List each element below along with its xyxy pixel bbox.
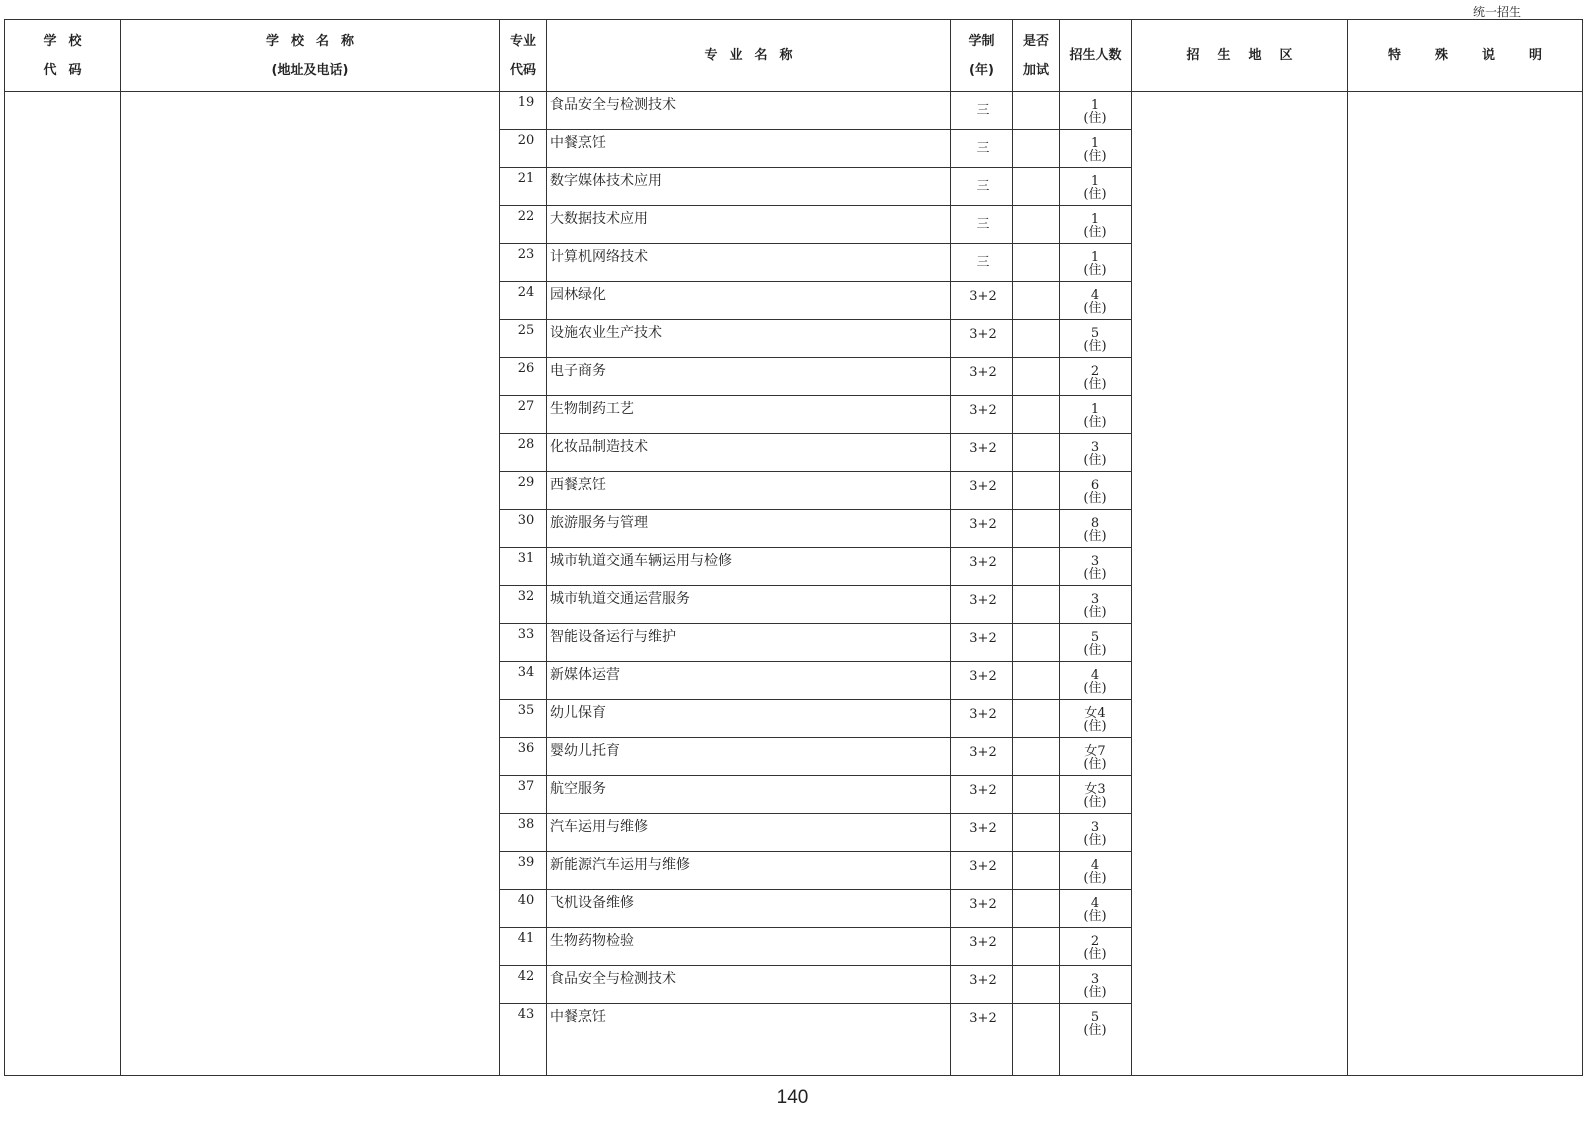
quota-cell [1059, 935, 1131, 961]
duration-cell: 3+2 [969, 707, 997, 722]
quota-note: (住) [1083, 187, 1107, 202]
quota-note: (住) [1083, 339, 1107, 354]
quota-note: (住) [1083, 947, 1107, 962]
quota-value: 1 [1090, 174, 1100, 189]
duration-cell: 三 [976, 255, 990, 270]
quota-note: (住) [1083, 605, 1107, 620]
major-code-cell: 25 [517, 323, 535, 338]
major-name-cell: 新能源汽车运用与维修 [550, 857, 690, 873]
major-code-cell: 34 [517, 665, 535, 680]
quota-cell [1059, 441, 1131, 467]
header-school-name: 学校名称 (地址及电话) [265, 33, 366, 78]
major-code-cell: 30 [517, 513, 535, 528]
quota-note: (住) [1083, 111, 1107, 126]
major-name-cell: 西餐烹饪 [550, 477, 606, 493]
major-name-cell: 大数据技术应用 [550, 211, 648, 227]
quota-note: (住) [1083, 681, 1107, 696]
corner-label: 统一招生 [1473, 5, 1522, 19]
duration-cell: 三 [976, 179, 990, 194]
quota-cell [1059, 289, 1131, 315]
quota-note: (住) [1083, 643, 1107, 658]
duration-cell: 3+2 [969, 821, 997, 836]
duration-cell: 三 [976, 217, 990, 232]
quota-cell [1059, 669, 1131, 695]
quota-cell [1059, 593, 1131, 619]
duration-cell: 3+2 [969, 593, 997, 608]
quota-note: (住) [1083, 757, 1107, 772]
quota-cell [1059, 213, 1131, 239]
admissions-table [4, 19, 1583, 1076]
quota-cell [1059, 175, 1131, 201]
major-name-cell: 计算机网络技术 [550, 249, 648, 265]
major-name-cell: 城市轨道交通运营服务 [550, 591, 690, 607]
quota-cell [1059, 555, 1131, 581]
quota-value: 4 [1090, 896, 1100, 911]
quota-cell [1059, 99, 1131, 125]
header-school-code: 学校 代码 [43, 33, 94, 78]
major-name-cell: 婴幼儿托育 [550, 743, 620, 759]
major-code-cell: 31 [517, 551, 535, 566]
quota-value: 8 [1090, 516, 1100, 531]
quota-note: (住) [1083, 719, 1107, 734]
major-name-cell: 智能设备运行与维护 [550, 629, 676, 645]
major-name-cell: 生物制药工艺 [550, 401, 634, 417]
major-code-cell: 40 [517, 893, 535, 908]
quota-cell [1059, 403, 1131, 429]
quota-note: (住) [1083, 377, 1107, 392]
major-name-cell: 航空服务 [550, 781, 606, 797]
duration-cell: 3+2 [969, 441, 997, 456]
quota-cell [1059, 137, 1131, 163]
duration-cell: 3+2 [969, 327, 997, 342]
quota-cell [1059, 631, 1131, 657]
quota-value: 2 [1090, 934, 1100, 949]
quota-note: (住) [1083, 263, 1107, 278]
major-name-cell: 飞机设备维修 [550, 895, 634, 911]
col-divider [120, 20, 121, 1075]
quota-value: 1 [1090, 98, 1100, 113]
quota-value: 3 [1090, 440, 1100, 455]
quota-value: 女4 [1084, 706, 1106, 721]
major-code-cell: 41 [517, 931, 535, 946]
duration-cell: 3+2 [969, 897, 997, 912]
duration-cell: 3+2 [969, 403, 997, 418]
duration-cell: 3+2 [969, 669, 997, 684]
quota-cell [1059, 479, 1131, 505]
major-code-cell: 39 [517, 855, 535, 870]
major-name-cell: 数字媒体技术应用 [550, 173, 662, 189]
major-name-cell: 中餐烹饪 [550, 1009, 606, 1025]
quota-value: 4 [1090, 288, 1100, 303]
quota-note: (住) [1083, 871, 1107, 886]
major-code-cell: 36 [517, 741, 535, 756]
duration-cell: 3+2 [969, 365, 997, 380]
quota-value: 6 [1090, 478, 1100, 493]
quota-value: 4 [1090, 668, 1100, 683]
quota-cell [1059, 251, 1131, 277]
quota-cell [1059, 783, 1131, 809]
quota-value: 4 [1090, 858, 1100, 873]
duration-cell: 三 [976, 103, 990, 118]
major-code-cell: 22 [517, 209, 535, 224]
major-code-cell: 19 [517, 95, 535, 110]
header-notes: 特殊说明 [1387, 48, 1576, 63]
quota-value: 1 [1090, 136, 1100, 151]
page-number: 140 [776, 1087, 809, 1108]
duration-cell: 3+2 [969, 973, 997, 988]
major-code-cell: 37 [517, 779, 535, 794]
major-name-cell: 化妆品制造技术 [550, 439, 648, 455]
quota-note: (住) [1083, 149, 1107, 164]
quota-value: 5 [1090, 1010, 1100, 1025]
duration-cell: 3+2 [969, 859, 997, 874]
major-name-cell: 食品安全与检测技术 [550, 971, 676, 987]
header-major-name: 专业名称 [704, 48, 805, 63]
quota-value: 5 [1090, 630, 1100, 645]
major-name-cell: 幼儿保育 [550, 705, 606, 721]
major-name-cell: 生物药物检验 [550, 933, 634, 949]
quota-note: (住) [1083, 491, 1107, 506]
major-name-cell: 设施农业生产技术 [550, 325, 662, 341]
major-code-cell: 29 [517, 475, 535, 490]
col-divider [1347, 20, 1348, 1075]
quota-cell [1059, 1011, 1131, 1037]
quota-cell [1059, 745, 1131, 771]
quota-value: 5 [1090, 326, 1100, 341]
duration-cell: 3+2 [969, 631, 997, 646]
duration-cell: 3+2 [969, 517, 997, 532]
quota-value: 女3 [1084, 782, 1106, 797]
quota-note: (住) [1083, 567, 1107, 582]
major-name-cell: 电子商务 [550, 363, 606, 379]
quota-value: 女7 [1084, 744, 1106, 759]
major-name-cell: 城市轨道交通车辆运用与检修 [550, 553, 732, 569]
quota-value: 3 [1090, 554, 1100, 569]
quota-value: 1 [1090, 402, 1100, 417]
quota-cell [1059, 365, 1131, 391]
quota-value: 1 [1090, 212, 1100, 227]
quota-cell [1059, 859, 1131, 885]
duration-cell: 3+2 [969, 289, 997, 304]
duration-cell: 三 [976, 141, 990, 156]
duration-cell: 3+2 [969, 783, 997, 798]
major-name-cell: 旅游服务与管理 [550, 515, 648, 531]
quota-cell [1059, 517, 1131, 543]
major-code-cell: 26 [517, 361, 535, 376]
major-code-cell: 27 [517, 399, 535, 414]
quota-cell [1059, 821, 1131, 847]
major-code-cell: 28 [517, 437, 535, 452]
quota-note: (住) [1083, 301, 1107, 316]
quota-value: 3 [1090, 972, 1100, 987]
quota-note: (住) [1083, 909, 1107, 924]
major-code-cell: 38 [517, 817, 535, 832]
quota-note: (住) [1083, 529, 1107, 544]
major-code-cell: 21 [517, 171, 535, 186]
quota-value: 3 [1090, 820, 1100, 835]
quota-note: (住) [1083, 833, 1107, 848]
quota-note: (住) [1083, 453, 1107, 468]
duration-cell: 3+2 [969, 1011, 997, 1026]
header-quota: 招生人数 [1069, 48, 1122, 63]
major-name-cell: 汽车运用与维修 [550, 819, 648, 835]
quota-cell [1059, 327, 1131, 353]
major-code-cell: 43 [517, 1007, 535, 1022]
header-region: 招生地区 [1186, 48, 1311, 63]
quota-note: (住) [1083, 225, 1107, 240]
duration-cell: 3+2 [969, 745, 997, 760]
major-code-cell: 32 [517, 589, 535, 604]
major-name-cell: 园林绿化 [550, 287, 606, 303]
major-code-cell: 42 [517, 969, 535, 984]
major-name-cell: 中餐烹饪 [550, 135, 606, 151]
major-name-cell: 新媒体运营 [550, 667, 620, 683]
major-code-cell: 24 [517, 285, 535, 300]
header-duration: 学制 (年) [968, 33, 995, 78]
header-major-code: 专业 代码 [509, 33, 536, 78]
major-code-cell: 23 [517, 247, 535, 262]
quota-note: (住) [1083, 985, 1107, 1000]
header-extra-exam: 是否 加试 [1022, 33, 1049, 78]
quota-cell [1059, 707, 1131, 733]
major-code-cell: 33 [517, 627, 535, 642]
quota-value: 2 [1090, 364, 1100, 379]
major-code-cell: 20 [517, 133, 535, 148]
major-name-cell: 食品安全与检测技术 [550, 97, 676, 113]
major-code-cell: 35 [517, 703, 535, 718]
quota-value: 1 [1090, 250, 1100, 265]
quota-note: (住) [1083, 795, 1107, 810]
quota-cell [1059, 897, 1131, 923]
quota-cell [1059, 973, 1131, 999]
quota-note: (住) [1083, 415, 1107, 430]
quota-note: (住) [1083, 1023, 1107, 1038]
quota-value: 3 [1090, 592, 1100, 607]
duration-cell: 3+2 [969, 555, 997, 570]
duration-cell: 3+2 [969, 935, 997, 950]
duration-cell: 3+2 [969, 479, 997, 494]
